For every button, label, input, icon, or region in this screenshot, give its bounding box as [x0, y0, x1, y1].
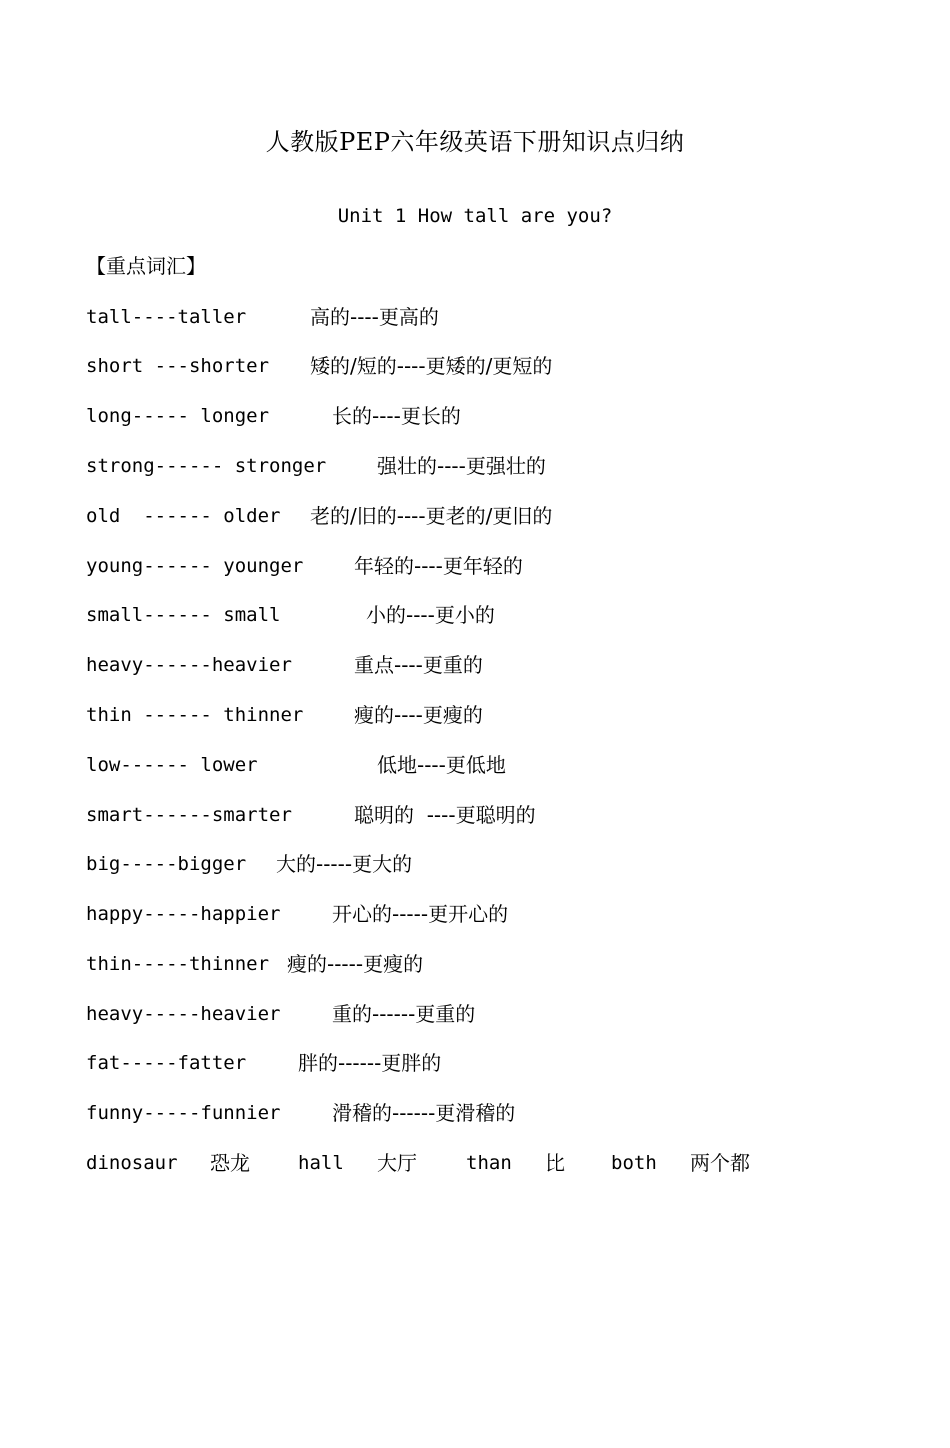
vocab-chinese: 胖的------更胖的 — [298, 1051, 442, 1075]
vocab-chinese: 重点----更重的 — [354, 653, 483, 677]
vocab-chinese: 年轻的----更年轻的 — [354, 554, 523, 578]
vocab-row — [86, 800, 536, 830]
document-title: 人教版PEP六年级英语下册知识点归纳 — [265, 128, 685, 156]
vocab-row — [86, 700, 483, 730]
vocab-english: funny-----funnier — [86, 1102, 281, 1124]
vocab-row — [86, 600, 495, 630]
vocab-english: short ---shorter — [86, 355, 270, 377]
vocab-chinese: 老的/旧的----更老的/更旧的 — [310, 504, 553, 528]
vocab-row — [86, 849, 413, 879]
unit-title: Unit 1 How tall are you? — [337, 205, 613, 227]
vocab-chinese: 高的----更高的 — [310, 305, 439, 329]
extra-word-chinese: 比 — [545, 1151, 565, 1175]
vocab-row — [86, 650, 483, 680]
vocab-english: thin-----thinner — [86, 953, 270, 975]
extra-word-chinese: 恐龙 — [210, 1151, 250, 1175]
vocab-row — [86, 501, 553, 531]
extra-word-english: than — [466, 1152, 512, 1174]
vocab-english: big-----bigger — [86, 853, 247, 875]
vocab-row — [86, 899, 509, 929]
vocab-row — [86, 999, 476, 1029]
section-heading: 【重点词汇】 — [86, 254, 206, 278]
vocab-row — [86, 1048, 442, 1078]
vocab-english: fat-----fatter — [86, 1052, 247, 1074]
vocab-chinese: 矮的/短的----更矮的/更短的 — [310, 354, 553, 378]
extra-words-row — [86, 1148, 886, 1178]
vocab-row — [86, 302, 439, 332]
vocab-english: long----- longer — [86, 405, 270, 427]
vocab-english: heavy-----heavier — [86, 1003, 281, 1025]
vocab-english: tall----taller — [86, 306, 247, 328]
vocab-english: young------ younger — [86, 555, 304, 577]
vocab-chinese: 重的------更重的 — [332, 1002, 476, 1026]
vocab-chinese: 低地----更低地 — [377, 753, 506, 777]
extra-word-english: hall — [298, 1152, 344, 1174]
vocab-row — [86, 551, 523, 581]
vocab-chinese: 瘦的----更瘦的 — [354, 703, 483, 727]
vocab-english: heavy------heavier — [86, 654, 292, 676]
vocab-chinese: 聪明的 ----更聪明的 — [354, 803, 536, 827]
vocab-english: happy-----happier — [86, 903, 281, 925]
vocab-chinese: 开心的-----更开心的 — [332, 902, 509, 926]
extra-word-chinese: 大厅 — [377, 1151, 417, 1175]
vocab-english: smart------smarter — [86, 804, 292, 826]
extra-word-english: dinosaur — [86, 1152, 178, 1174]
vocab-row — [86, 401, 461, 431]
vocab-english: old ------ older — [86, 505, 281, 527]
vocab-chinese: 滑稽的------更滑稽的 — [332, 1101, 516, 1125]
vocab-english: thin ------ thinner — [86, 704, 304, 726]
vocab-english: low------ lower — [86, 754, 258, 776]
extra-word-chinese: 两个都 — [690, 1151, 750, 1175]
vocab-chinese: 长的----更长的 — [332, 404, 461, 428]
extra-word-english: both — [611, 1152, 657, 1174]
vocab-chinese: 瘦的-----更瘦的 — [287, 952, 424, 976]
vocab-chinese: 小的----更小的 — [366, 603, 495, 627]
vocab-row — [86, 1098, 516, 1128]
vocab-row — [86, 451, 546, 481]
vocab-chinese: 大的-----更大的 — [276, 852, 413, 876]
vocab-row — [86, 750, 506, 780]
vocab-row — [86, 351, 553, 381]
vocab-english: strong------ stronger — [86, 455, 327, 477]
vocab-english: small------ small — [86, 604, 281, 626]
vocab-chinese: 强壮的----更强壮的 — [377, 454, 546, 478]
vocab-row — [86, 949, 424, 979]
